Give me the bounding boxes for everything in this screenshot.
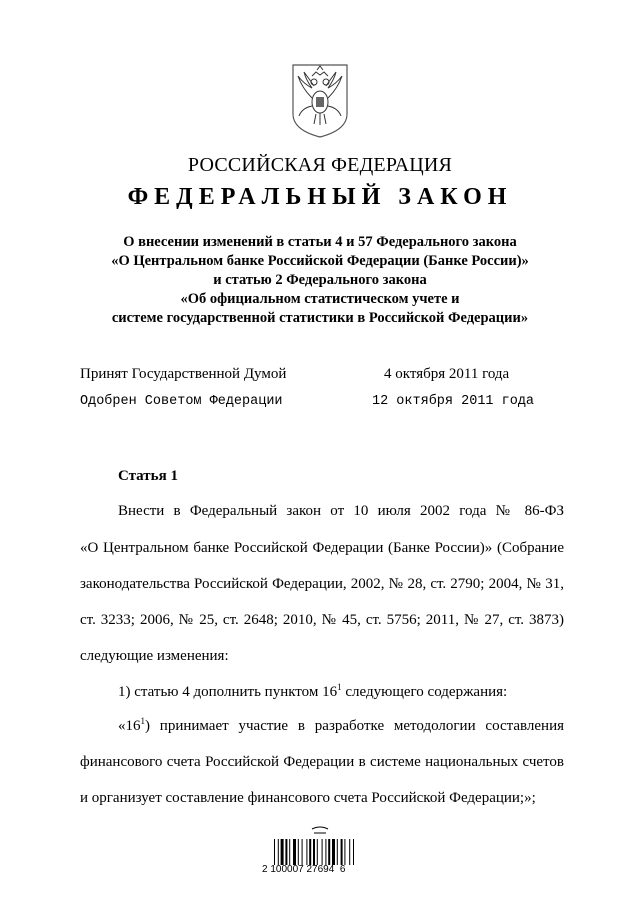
quoted-amendment-line bbox=[80, 754, 564, 771]
law-title-line: «О Центральном банке Российской Федерации (Банке России)» bbox=[111, 253, 529, 269]
law-title-line: системе государственной статистики в Российской Федерации» bbox=[111, 310, 529, 326]
duma-adoption-label: Принят Государственной Думой bbox=[80, 366, 287, 382]
law-title bbox=[0, 233, 640, 328]
country-name: РОССИЙСКАЯ ФЕДЕРАЦИЯ bbox=[187, 154, 453, 176]
superscript: 1 bbox=[140, 716, 145, 726]
superscript: 1 bbox=[337, 682, 342, 692]
state-emblem-icon bbox=[290, 62, 350, 140]
article-text: «О Центральном банке Российской Федерации (Банке России)» (Собрание bbox=[80, 540, 564, 556]
article-paragraph-line bbox=[80, 540, 564, 557]
quoted-amendment-line bbox=[118, 718, 564, 735]
law-title-line: и статью 2 Федерального закона bbox=[213, 272, 427, 288]
law-title-line: «Об официальном статистическом учете и bbox=[180, 291, 460, 307]
amendment-text: финансового счета Российской Федерации в системе национальных счетов bbox=[80, 754, 564, 770]
law-title-line: О внесении изменений в статьи 4 и 57 Федерального закона bbox=[123, 234, 517, 250]
article-text: ст. 3233; 2006, № 25, ст. 2648; 2010, № 45, ст. 5756; 2011, № 27, ст. 3873) bbox=[80, 612, 564, 628]
council-approval-label: Одобрен Советом Федерации bbox=[80, 394, 283, 409]
article-heading: Статья 1 bbox=[118, 468, 178, 484]
article-paragraph-line bbox=[118, 503, 564, 520]
duma-adoption-date: 4 октября 2011 года bbox=[384, 366, 510, 382]
law-type-heading: ФЕДЕРАЛЬНЫЙ ЗАКОН bbox=[127, 184, 513, 210]
article-text: следующие изменения: bbox=[80, 648, 229, 664]
amendment-text: ) принимает участие в разработке методологии составления bbox=[145, 718, 564, 734]
amendment-text: «16 bbox=[118, 718, 141, 734]
article-text: законодательства Российской Федерации, 2002, № 28, ст. 2790; 2004, № 31, bbox=[80, 576, 564, 592]
amendment-item-1 bbox=[118, 684, 507, 701]
amendment-text: и организует составление финансового счета Российской Федерации;»; bbox=[80, 790, 536, 806]
council-approval-date: 12 октября 2011 года bbox=[372, 394, 535, 409]
barcode-number: 2 100007 27694 6 bbox=[262, 864, 346, 875]
article-paragraph-line bbox=[80, 576, 564, 593]
article-text: Внести в Федеральный закон от 10 июля 2002 года № 86-ФЗ bbox=[118, 503, 564, 519]
amendment-text: 1) статью 4 дополнить пунктом 16 bbox=[118, 684, 338, 700]
article-paragraph-line bbox=[80, 612, 564, 629]
amendment-text: следующего содержания: bbox=[341, 684, 508, 700]
